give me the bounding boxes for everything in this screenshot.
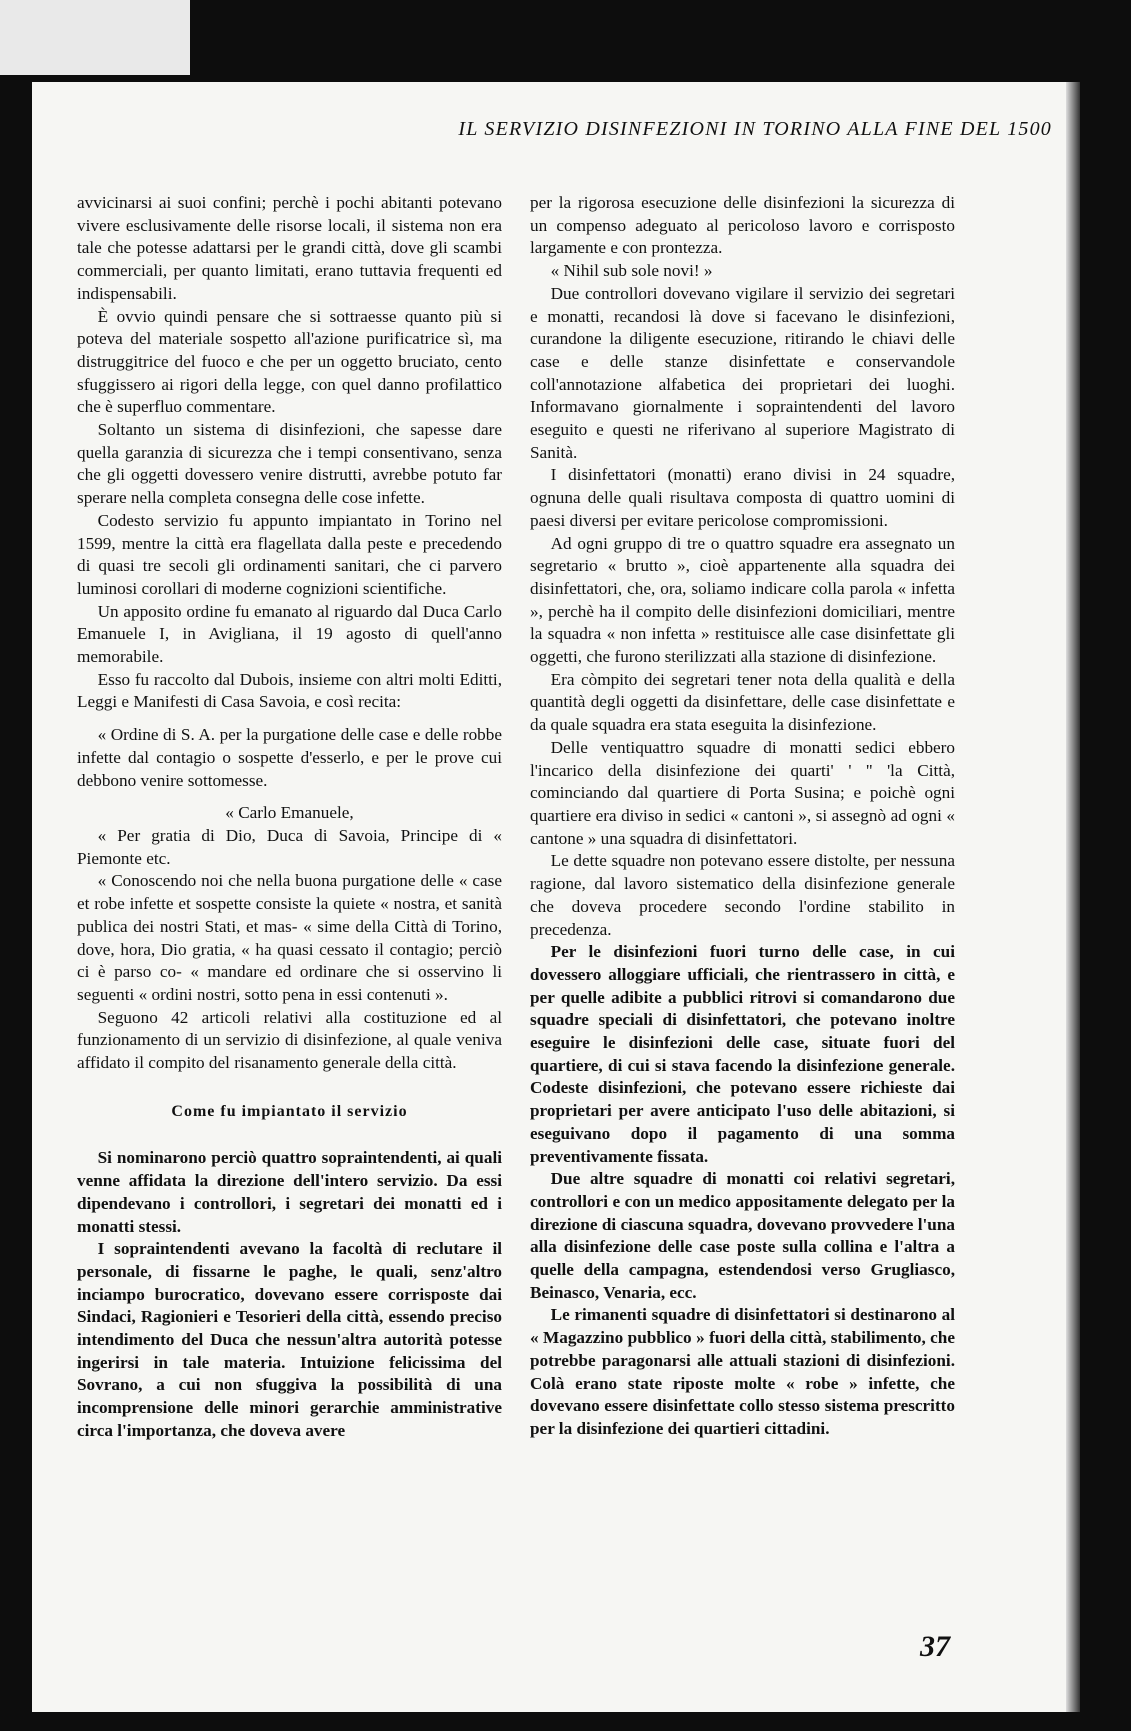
paragraph: Per le disinfezioni fuori turno delle case, in cui dovessero alloggiare ufficiali, che rientrassero in città, e per quelle adibite a pubblici ritrovi si comandarono due squadre speciali di disinfettatori, che potevano inoltre eseguire le disinfezioni delle case, situate fuori del quartiere, di cui si stava facendo la disinfezione generale. Codeste disinfezioni, che potevano essere richieste dai proprietari per avere anticipato l'uso delle abitazioni, si eseguivano dopo il pagamento di una somma preventivamente fissata. [530,942,955,1166]
paragraph: Esso fu raccolto dal Dubois, insieme con altri molti Editti, Leggi e Manifesti di Casa Savoia, e così recita: [77,669,502,712]
quote-paragraph: « Ordine di S. A. per la purgatione delle case e delle robbe infette dal contagio o sospette d'esserlo, e per le prove cui debbono venire sottomesse. [77,725,502,790]
paragraph: Due altre squadre di monatti coi relativi segretari, controllori e con un medico appositamente delegato per la direzione di ciascuna squadra, dovevano provvedere l'una alla disinfezione delle case poste sulla collina e l'altra a quelle della campagna, estendendosi verso Grugliasco, Beinasco, Venaria, ecc. [530,1169,955,1302]
paragraph: « Nihil sub sole novi! » [550,261,713,281]
paragraph: I sopraintendenti avevano la facoltà di reclutare il personale, di fissarne le paghe, le quali, senz'altro inciampo burocratico, dovevano essere corrisposte dai Sindaci, Ragionieri e Tesorieri della città, essendo preciso intendimento del Duca che nessun'altra autorità potesse ingerirsi in tale materia. Intuizione felicissima del Sovrano, a cui non sfuggiva la possibilità di una incomprensione delle minori gerarchie amministrative circa l'importanza, che doveva avere [77,1239,502,1440]
quote-paragraph: « Conoscendo noi che nella buona purgatione delle « case et robe infette et sospette consiste la quiete « nostra, et sanità publica dei nostri Stati, et mas- « sime della Città di Torino, dove, hora, Dio gratia, « ha quasi cessato il contagio; perciò ci è parso co- « mandare ed ordinare che si osservino li seguenti « ordini nostri, sotto pena in essi contenuti ». [77,871,502,1004]
paragraph: I disinfettatori (monatti) erano divisi in 24 squadre, ognuna delle quali risultava composta di quattro uomini di paesi diversi per evitare pericolose compromissioni. [530,465,955,530]
book-page [32,82,1080,1712]
paragraph: Si nominarono perciò quattro sopraintendenti, ai quali venne affidata la direzione dell'intero servizio. Da essi dipendevano i controllori, i segretari dei monatti ed i monatti stessi. [77,1148,502,1236]
left-column [77,192,502,1443]
paragraph: avvicinarsi ai suoi confini; perchè i pochi abitanti potevano vivere esclusivamente delle risorse locali, il sistema non era tale che potesse adattarsi per le grandi città, dove gli scambi commerciali, per quanto limitati, erano tuttavia frequenti ed indispensabili. [77,193,502,303]
paragraph: Codesto servizio fu appunto impiantato in Torino nel 1599, mentre la città era flagellata dalla peste e precedendo di quasi tre secoli gli ordinamenti sanitari, che ci parvero luminosi corollari di moderne cognizioni scientifiche. [77,510,502,598]
paragraph: Le rimanenti squadre di disinfettatori si destinarono al « Magazzino pubblico » fuori della città, stabilimento, che potrebbe paragonarsi alle attuali stazioni di disinfezioni. Colà erano state riposte molte « robe » infette, che dovevano essere disinfettate collo stesso sistema prescritto per la disinfezione dei quartieri cittadini. [530,1305,955,1438]
quote-signature: « Carlo Emanuele, [225,803,354,823]
paragraph: È ovvio quindi pensare che si sottraesse quanto più si poteva del materiale sospetto all'azione purificatrice sì, ma distruggitrice del fuoco e che per un oggetto bruciato, cento sfuggissero ai rigori della legge, con quel danno profilattico che è superfluo commentare. [77,306,502,417]
section-heading: Come fu impiantato il servizio [171,1102,408,1120]
right-column [530,192,955,1441]
page-number: 37 [920,1630,950,1663]
paragraph: Era còmpito dei segretari tener nota della qualità e della quantità degli oggetti da disinfettare, delle case disinfettate e da quale squadra era stata eseguita la disinfezione. [530,669,955,735]
running-title: IL SERVIZIO DISINFEZIONI IN TORINO ALLA FINE DEL 1500 [458,118,1052,140]
paragraph: Un apposito ordine fu emanato al riguardo dal Duca Carlo Emanuele I, in Avigliana, il 19 agosto di quell'anno memorabile. [77,601,502,667]
paragraph: Due controllori dovevano vigilare il servizio dei segretari e monatti, recandosi là dove si facevano le disinfezioni, curandone la diligente esecuzione, ritirando le chiavi delle case e delle stanze disinfettate e conservandole coll'annotazione alfabetica dei proprietari dei luoghi. Informavano giornalmente i sopraintendenti del lavoro eseguito e questi ne riferivano al superiore Magistrato di Sanità. [530,283,955,462]
paragraph: Seguono 42 articoli relativi alla costituzione ed al funzionamento di un servizio di disinfezione, al quale veniva affidato il compito del risanamento generale della città. [77,1007,502,1073]
paragraph: Ad ogni gruppo di tre o quattro squadre era assegnato un segretario « brutto », cioè appartenente alla squadra dei disinfettatori, che, ora, soliamo indicare colla parola « infetta », perchè ha il compito delle disinfezioni domiciliari, mentre la squadra « non infetta » restituisce alle case disinfettate gli oggetti, che furono sterilizzati alla stazione di disinfezione. [530,533,955,667]
page-edge-shadow [1066,82,1080,1712]
paragraph: Delle ventiquattro squadre di monatti sedici ebbero l'incarico della disinfezione dei quarti' ' '' 'la Città, cominciando dal quartiere di Porta Susina; e poichè ogni quartiere era diviso in sedici « cantoni », si assegnò ad ogni « cantone » una squadra di disinfettatori. [530,737,955,848]
scan-margin-light [0,0,190,75]
quote-paragraph: « Per gratia di Dio, Duca di Savoia, Principe di « Piemonte etc. [77,825,502,868]
paragraph: Soltanto un sistema di disinfezioni, che sapesse dare quella garanzia di sicurezza che i tempi consentivano, senza che gli oggetti dovessero venire distrutti, avrebbe potuto far sperare nella completa consegna delle cose infette. [77,420,502,508]
paragraph: Le dette squadre non potevano essere distolte, per nessuna ragione, dal lavoro sistematico della disinfezione generale che doveva procedere secondo l'ordine stabilito in precedenza. [530,851,955,939]
paragraph: per la rigorosa esecuzione delle disinfezioni la sicurezza di un compenso adeguato al pericoloso lavoro e corrisposto largamente e con prontezza. [530,193,955,258]
